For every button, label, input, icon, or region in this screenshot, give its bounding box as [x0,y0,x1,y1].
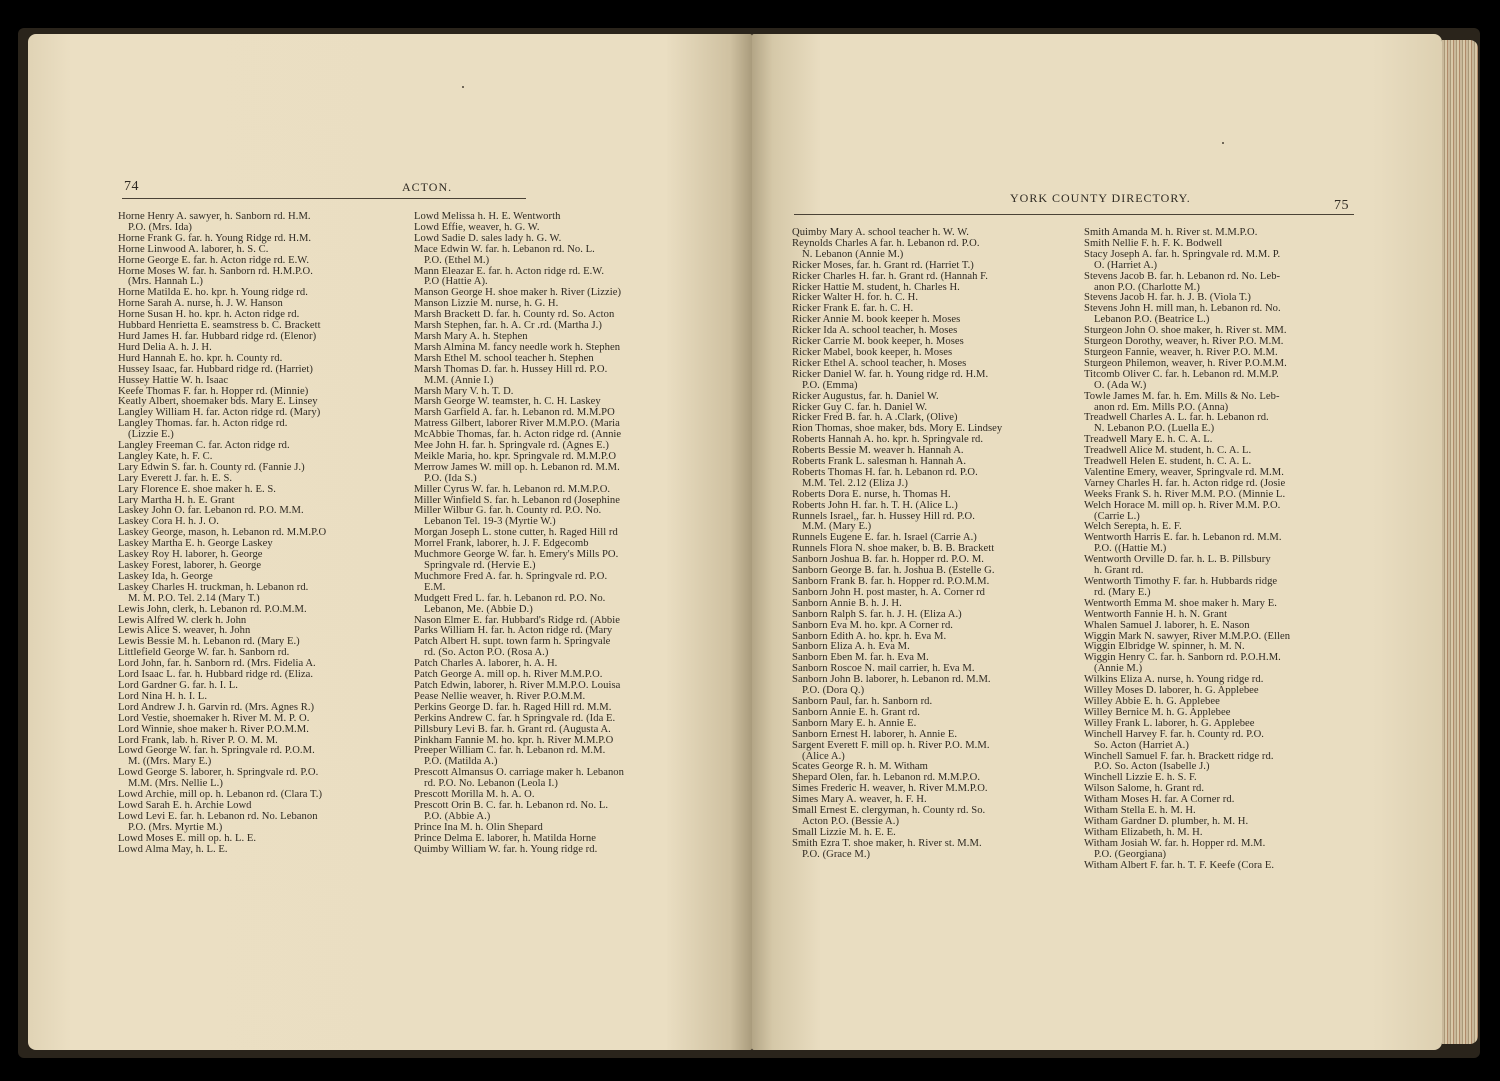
directory-entry: Lary Edwin S. far. h. County rd. (Fannie J.) [118,461,305,473]
directory-entry: Marsh Mary V. h. T. D. [414,385,514,397]
directory-entry-continuation: M.M. (Mrs. Nellie L.) [128,778,223,790]
directory-entry: Merrow James W. mill op. h. Lebanon rd. M.M. [414,461,620,473]
directory-entry: Hubbard Henrietta E. seamstress b. C. Brackett [118,320,321,332]
directory-entry: Patch Charles A. laborer, h. A. H. [414,658,558,670]
directory-entry: Wentworth Harris E. far. h. Lebanon rd. M.M. [1084,532,1282,544]
directory-entry: Patch George A. mill op. h. River M.M.P.O. [414,669,603,681]
right-column-2 [1084,228,1290,871]
directory-entry: Manson George H. shoe maker h. River (Lizzie) [414,287,622,299]
directory-entry: Marsh Ethel M. school teacher h. Stephen [414,352,594,364]
directory-entry: Ricker Carrie M. book keeper, h. Moses [792,336,964,348]
directory-entry: Runnels Eugene E. far. h. Israel (Carrie A.) [792,532,977,544]
directory-entry: Prescott Orin B. C. far. h. Lebanon rd. No. L. [414,799,609,811]
directory-entry: Hurd James H. far. Hubbard ridge rd. (Elenor) [118,330,317,342]
directory-entry: Marsh George W. teamster, h. C. H. Laskey [414,396,601,408]
directory-entry: Patch Edwin, laborer, h. River M.M.P.O. Louisa [414,679,621,691]
directory-entry-continuation: M. M. P.O. Tel. 2.14 (Mary T.) [128,592,260,604]
directory-entry: Lowd Sarah E. h. Archie Lowd [118,799,252,811]
directory-entry: Ricker Fred B. far. h. A .Clark, (Olive) [792,412,958,424]
directory-entry: Sanborn Joshua B. far. h. Hopper rd. P.O. M. [792,554,984,566]
directory-entry: Hurd Delia A. h. J. H. [118,341,212,353]
directory-entry: Perkins Andrew C. far. h Springvale rd. (Ida E. [414,712,616,724]
page-speck [1222,142,1224,144]
directory-entry: Lewis Alice S. weaver, h. John [118,625,251,637]
directory-entry: Horne George E. far. h. Acton ridge rd. E.W. [118,254,310,266]
directory-entry: Lowd Melissa h. H. E. Wentworth [414,211,561,222]
directory-entry-continuation: P.O. (Ida S.) [424,472,477,484]
directory-entry-continuation: P.O. ((Hattie M.) [1094,543,1167,555]
directory-entry: Winchell Lizzie E. h. S. F. [1084,772,1197,784]
directory-entry: Wentworth Timothy F. far. h. Hubbards ridge [1084,576,1278,587]
directory-entry: Hussey Isaac, far. Hubbard ridge rd. (Harriet) [118,363,313,375]
directory-entry: Marsh Thomas D. far. h. Hussey Hill rd. P.O. [414,363,608,375]
directory-entry: Sanborn Ralph S. far. h. J. H. (Eliza A.) [792,608,962,620]
open-book [18,28,1480,1058]
directory-entry: Witham Josiah W. far. h. Hopper rd. M.M. [1084,837,1266,849]
directory-entry: Muchmore Fred A. far. h. Springvale rd. P.O. [414,570,608,582]
directory-entry-continuation: N. Lebanon (Annie M.) [802,248,904,260]
directory-entry-continuation: So. Acton (Harriet A.) [1094,739,1189,751]
directory-entry: Scates George R. h. M. Witham [792,761,928,773]
directory-entry: Lord Isaac L. far. h. Hubbard ridge rd. (Eliza. [118,669,314,681]
directory-entry: Witham Albert F. far. h. T. F. Keefe (Cora E. [1084,859,1275,871]
directory-entry-continuation: P.O (Hattie A). [424,276,488,288]
directory-entry: Lord Winnie, shoe maker h. River P.O.M.M. [118,723,309,735]
directory-entry-continuation: O. (Harriet A.) [1094,259,1158,271]
directory-entry: Varney Charles H. far. h. Acton ridge rd. (Josie [1084,477,1286,489]
directory-entry: Lewis John, clerk, h. Lebanon rd. P.O.M.M. [118,603,307,615]
directory-entry-continuation: P.O. (Mrs. Ida) [128,221,193,233]
directory-entry: Runnels Flora N. shoe maker, b. B. B. Brackett [792,543,995,555]
directory-entry: Laskey Charles H. truckman, h. Lebanon rd. [118,581,309,593]
directory-entry: Meikle Maria, ho. kpr. Springvale rd. M.M.P.O [414,450,617,462]
directory-entry: Ricker Ethel A. school teacher, h. Moses [792,357,967,369]
directory-entry: Sanborn Eben M. far. h. Eva M. [792,652,929,664]
directory-entry: Treadwell Alice M. student, h. C. A. L. [1084,445,1252,457]
directory-entry: Sturgeon John O. shoe maker, h. River st. MM. [1084,325,1287,337]
directory-entry: Wiggin Elbridge W. spinner, h. M. N. [1084,641,1245,653]
directory-entry-continuation: P.O. (Abbie A.) [424,810,491,822]
directory-entry: Lewis Bessie M. h. Lebanon rd. (Mary E.) [118,636,300,648]
directory-entry-continuation: M.M. (Mary E.) [802,521,872,533]
directory-entry: Langley Freeman C. far. Acton ridge rd. [118,440,290,452]
directory-entry: Simes Frederic H. weaver, h. River M.M.P.O. [792,783,988,795]
page-edges [1442,40,1478,1044]
directory-entry: Towle James M. far. h. Em. Mills & No. Leb- [1084,390,1280,402]
directory-entry-continuation: rd. (So. Acton P.O. (Rosa A.) [424,647,549,659]
directory-entry-continuation: anon P.O. (Charlotte M.) [1094,281,1200,293]
directory-entry-continuation: h. Grant rd. [1094,565,1144,577]
directory-entry: Horne Linwood A. laborer, h. S. C. [118,243,269,255]
directory-entry: Ricker Daniel W. far. h. Young ridge rd. H.M. [792,368,989,380]
directory-entry: Pease Nellie weaver, h. River P.O.M.M. [414,690,586,702]
directory-entry: Mann Eleazar E. far. h. Acton ridge rd. E.W. [414,265,605,277]
directory-entry-continuation: Springvale rd. (Hervie E.) [424,560,536,571]
directory-entry: Runnels Israel,, far. h. Hussey Hill rd. P.O. [792,510,975,522]
directory-entry-continuation: (Lizzie E.) [128,429,174,441]
directory-entry: Smith Ezra T. shoe maker, h. River st. M.M. [792,837,982,849]
directory-entry: Marsh Stephen, far. h. A. Cr .rd. (Martha J.) [414,320,602,332]
directory-entry: Simes Mary A. weaver, h. F. H. [792,794,927,806]
directory-entry: Lowd Alma May, h. L. E. [118,843,228,855]
right-column-1 [792,228,1002,861]
directory-entry: Lowd Levi E. far. h. Lebanon rd. No. Lebanon [118,810,318,822]
directory-entry: Quimby Mary A. school teacher h. W. W. [792,227,969,238]
directory-entry: Horne Frank G. far. h. Young Ridge rd. H.M. [118,232,312,244]
directory-entry: Sanborn Edith A. ho. kpr. h. Eva M. [792,630,947,642]
directory-entry-continuation: M. ((Mrs. Mary E.) [128,756,212,768]
directory-entry: Sanborn George B. far. h. Joshua B. (Estelle G. [792,565,995,577]
directory-entry: Sanborn Roscoe N. mail carrier, h. Eva M. [792,663,975,675]
directory-entry: Weeks Frank S. h. River M.M. P.O. (Minnie L. [1084,488,1286,500]
directory-entry: Roberts Thomas H. far. h. Lebanon rd. P.O. [792,466,978,478]
directory-entry: Matress Gilbert, laborer River M.M.P.O. (Maria [414,418,620,430]
directory-entry: Stevens Jacob H. far. h. J. B. (Viola T.) [1084,292,1251,304]
directory-entry: Lary Everett J. far. h. E. S. [118,472,233,484]
directory-entry-continuation: Acton P.O. (Bessie A.) [802,815,900,827]
directory-entry: Preeper William C. far. h. Lebanon rd. M.M. [414,745,606,757]
directory-entry-continuation: P.O. (Mrs. Myrtie M.) [128,821,223,833]
directory-entry: Keatly Albert, shoemaker bds. Mary E. Linsey [118,396,318,408]
left-column-2 [414,212,624,855]
directory-entry: Roberts Bessie M. weaver h. Hannah A. [792,445,964,457]
directory-entry-continuation: P.O. (Georgiana) [1094,848,1167,860]
directory-entry: Laskey Forest, laborer, h. George [118,560,262,571]
directory-entry: Ricker Guy C. far. h. Daniel W. [792,401,928,413]
directory-entry-continuation: P.O. (Grace M.) [802,848,871,860]
directory-entry-continuation: P.O. (Dora Q.) [802,685,865,697]
directory-entry: Sanborn John B. laborer, h. Lebanon rd. M.M. [792,674,991,686]
directory-entry: Lewis Alfred W. clerk h. John [118,614,247,626]
directory-entry: Morgan Joseph L. stone cutter, h. Raged Hill rd [414,527,618,539]
directory-entry: Muchmore George W. far. h. Emery's Mills PO. [414,549,619,561]
left-page [28,34,752,1050]
directory-entry: Sanborn Annie E. h. Grant rd. [792,706,920,718]
directory-entry-continuation: O. (Ada W.) [1094,379,1147,391]
directory-entry: Lowd George S. laborer, h. Springvale rd. P.O. [118,767,319,779]
directory-entry-continuation: (Mrs. Hannah L.) [128,276,203,288]
directory-entry: Langley Thomas. far. h. Acton ridge rd. [118,418,288,430]
directory-entry: Valentine Emery, weaver, Springvale rd. M.M. [1084,466,1284,478]
directory-entry: Horne Matilda E. ho. kpr. h. Young ridge rd. [118,287,308,299]
directory-entry: Hurd Hannah E. ho. kpr. h. County rd. [118,352,283,364]
directory-entry: Winchell Samuel F. far. h. Brackett ridge rd. [1084,750,1274,762]
directory-entry: Lowd Sadie D. sales lady h. G. W. [414,232,562,244]
directory-entry: Lowd Effie, weaver, h. G. W. [414,221,540,233]
directory-entry: Littlefield George W. far. h. Sanborn rd. [118,647,290,659]
directory-entry: Willey Frank L. laborer, h. G. Applebee [1084,717,1255,729]
directory-entry: Sturgeon Fannie, weaver, h. River P.O. M.M. [1084,346,1278,358]
right-page [752,34,1442,1050]
directory-entry: McAbbie Thomas, far. h. Acton ridge rd. (Annie [414,429,622,441]
directory-entry: Small Ernest E. clergyman, h. County rd. So. [792,805,986,817]
directory-entry: Willey Abbie E. h. G. Applebee [1084,695,1220,707]
directory-entry: Witham Stella E. h. M. H. [1084,805,1196,817]
directory-entry: Prescott Morilla M. h. A. O. [414,789,535,801]
directory-entry: Roberts Hannah A. ho. kpr. h. Springvale rd. [792,434,984,446]
directory-entry-continuation: P.O. (Ethel M.) [424,254,490,266]
directory-entry: Langley William H. far. Acton ridge rd. (Mary) [118,407,321,419]
directory-entry: Prince Ina M. h. Olin Shepard [414,821,543,833]
directory-entry: Miller Wilbur G. far. h. County rd. P.O. No. [414,505,602,517]
directory-entry: Wilkins Eliza A. nurse, h. Young ridge rd. [1084,674,1264,686]
directory-entry: Ricker Mabel, book keeper, h. Moses [792,346,953,358]
directory-entry: Marsh Brackett D. far. h. County rd. So. Acton [414,309,615,321]
directory-entry: Rion Thomas, shoe maker, bds. Mory E. Lindsey [792,423,1003,435]
directory-entry: Ricker Annie M. book keeper h. Moses [792,314,961,326]
directory-entry: Ricker Walter H. for. h. C. H. [792,292,919,304]
directory-entry-continuation: rd. (Mary E.) [1094,586,1151,598]
directory-entry-continuation: P.O. (Emma) [802,379,858,391]
directory-entry: Nason Elmer E. far. Hubbard's Ridge rd. (Abbie [414,614,621,626]
directory-entry: Wentworth Fannie H. h. N. Grant [1084,608,1228,620]
directory-entry: Sanborn Eliza A. h. Eva M. [792,641,910,653]
directory-entry: Parks William H. far. h. Acton ridge rd. (Mary [414,625,613,637]
directory-entry: Sanborn Eva M. ho. kpr. A Corner rd. [792,619,953,631]
directory-entry: Lord Gardner G. far. h. I. L. [118,679,238,691]
directory-entry: Sanborn Ernest H. laborer, h. Annie E. [792,728,958,740]
directory-entry: Roberts Frank L. salesman h. Hannah A. [792,456,967,468]
directory-entry: Miller Cyrus W. far. h. Lebanon rd. M.M.P.O. [414,483,611,495]
directory-entry: Lary Florence E. shoe maker h. E. S. [118,483,277,495]
directory-entry: Wentworth Emma M. shoe maker h. Mary E. [1084,597,1277,609]
directory-entry: Sanborn Annie B. h. J. H. [792,597,902,609]
directory-entry: Roberts John H. far. h. T. H. (Alice L.) [792,499,958,511]
directory-entry-continuation: N. Lebanon P.O. (Luella E.) [1094,423,1215,435]
directory-entry-continuation: M.M. (Annie I.) [424,374,494,386]
directory-entry: Keefe Thomas F. far. h. Hopper rd. (Minnie) [118,385,309,397]
directory-entry: Lord John, far. h. Sanborn rd. (Mrs. Fidelia A. [118,658,316,670]
directory-entry: Lord Frank, lab. h. River P. O. M. M. [118,734,278,746]
directory-entry: Wentworth Orville D. far. h. L. B. Pillsbury [1084,554,1271,566]
right-header-rule [794,214,1354,215]
directory-entry: Stevens Jacob B. far. h. Lebanon rd. No. Leb- [1084,270,1281,282]
directory-entry: Sturgeon Dorothy, weaver, h. River P.O. M.M. [1084,336,1284,348]
directory-entry: Lowd Moses E. mill op. h. L. E. [118,832,257,844]
directory-entry: Ricker Frank E. far. h. C. H. [792,303,914,315]
directory-entry: Mee John H. far. h. Springvale rd. (Agnes E.) [414,440,609,452]
directory-entry: Pillsbury Levi B. far. h. Grant rd. (Augusta A. [414,723,611,735]
directory-entry: Witham Gardner D. plumber, h. M. H. [1084,815,1249,827]
directory-entry: Ricker Augustus, far. h. Daniel W. [792,390,939,402]
directory-entry-continuation: Lebanon P.O. (Beatrice L.) [1094,314,1210,326]
directory-entry: Horne Henry A. sawyer, h. Sanborn rd. H.M. [118,211,311,222]
directory-entry: Prince Delma E. laborer, h. Matilda Horne [414,832,596,844]
directory-entry: Stacy Joseph A. far. h. Springvale rd. M.M. P. [1084,248,1281,260]
left-header-rule [122,198,526,199]
directory-entry: Stevens John H. mill man, h. Lebanon rd. No. [1084,303,1281,315]
directory-entry: Lord Vestie, shoemaker h. River M. M. P. O. [118,712,310,724]
right-running-head: YORK COUNTY DIRECTORY. [1010,191,1191,205]
directory-entry: Sanborn Paul, far. h. Sanborn rd. [792,695,933,707]
directory-entry: Treadwell Charles A. L. far. h. Lebanon rd. [1084,412,1269,424]
directory-entry: Willey Moses D. laborer, h. G. Applebee [1084,685,1259,697]
directory-entry: Horne Sarah A. nurse, h. J. W. Hanson [118,298,283,310]
directory-entry-continuation: anon rd. Em. Mills P.O. (Anna) [1094,401,1229,413]
directory-entry: Titcomb Oliver C. far. h. Lebanon rd. M.M.P. [1084,368,1279,380]
directory-entry: Ricker Hattie M. student, h. Charles H. [792,281,960,293]
directory-entry: Sanborn John H. post master, h. A. Corner rd [792,586,986,598]
directory-entry-continuation: rd. P.O. No. Lebanon (Leola I.) [424,778,558,790]
directory-entry: Manson Lizzie M. nurse, h. G. H. [414,298,559,310]
directory-entry: Wiggin Henry C. far. h. Sanborn rd. P.O.H.M. [1084,652,1281,664]
directory-entry: Whalen Samuel J. laborer, h. E. Nason [1084,619,1250,631]
directory-entry: Laskey Cora H. h. J. O. [118,516,219,528]
directory-entry: Marsh Mary A. h. Stephen [414,330,528,342]
directory-entry: Reynolds Charles A far. h. Lebanon rd. P.O. [792,237,980,249]
directory-entry: Smith Nellie F. h. F. K. Bodwell [1084,237,1223,249]
directory-entry: Wiggin Mark N. sawyer, River M.M.P.O. (Ellen [1084,630,1291,642]
directory-entry: Witham Elizabeth, h. M. H. [1084,826,1203,838]
directory-entry: Welch Horace M. mill op. h. River M.M. P.O. [1084,499,1281,511]
directory-entry: Ricker Ida A. school teacher, h. Moses [792,325,958,337]
directory-entry: Marsh Garfield A. far. h. Lebanon rd. M.M.PO [414,407,615,419]
directory-entry: Langley Kate, h. F. C. [118,450,213,462]
directory-entry: Laskey Martha E. h. George Laskey [118,538,273,550]
directory-entry: Winchell Harvey F. far. h. County rd. P.O. [1084,728,1265,740]
directory-entry: Perkins George D. far. h. Raged Hill rd. M.M. [414,701,612,713]
page-speck [462,86,464,88]
directory-entry: Laskey George, mason, h. Lebanon rd. M.M.P.O [118,527,327,539]
directory-entry: Laskey Ida, h. George [118,570,213,582]
directory-entry-continuation: Lebanon Tel. 19-3 (Myrtie W.) [424,516,556,528]
directory-entry-continuation: P.O. (Matilda A.) [424,756,498,768]
directory-entry: Horne Moses W. far. h. Sanborn rd. H.M.P.O. [118,265,313,277]
right-page-number: 75 [1334,198,1349,213]
directory-entry: Shepard Olen, far. h. Lebanon rd. M.M.P.O. [792,772,981,784]
directory-entry: Pinkham Fannie M. ho. kpr. h. River M.M.P.O [414,734,614,746]
left-running-head: ACTON. [402,180,453,194]
directory-entry: Laskey John O. far. Lebanon rd. P.O. M.M. [118,505,304,517]
directory-entry: Ricker Charles H. far. h. Grant rd. (Hannah F. [792,270,988,282]
directory-entry: Lary Martha H. h. E. Grant [118,494,235,506]
directory-entry: Treadwell Mary E. h. C. A. L. [1084,434,1213,446]
directory-entry: Lord Nina H. h. I. L. [118,690,208,702]
directory-entry: Horne Susan H. ho. kpr. h. Acton ridge rd. [118,309,300,321]
directory-entry: Mace Edwin W. far. h. Lebanon rd. No. L. [414,243,595,255]
directory-entry: Lord Andrew J. h. Garvin rd. (Mrs. Agnes R.) [118,701,315,713]
directory-entry: Patch Albert H. supt. town farm h. Springvale [414,636,611,648]
directory-entry: Lowd Archie, mill op. h. Lebanon rd. (Clara T.) [118,789,323,801]
directory-entry: Hussey Hattie W. h. Isaac [118,374,229,386]
directory-entry-continuation: E.M. [424,581,446,593]
directory-entry: Sanborn Frank B. far. h. Hopper rd. P.O.M.M. [792,576,990,587]
directory-entry: Treadwell Helen E. student, h. C. A. L. [1084,456,1252,468]
directory-entry: Small Lizzie M. h. E. E. [792,826,896,838]
directory-entry: Sargent Everett F. mill op. h. River P.O. M.M. [792,739,990,751]
directory-entry: Prescott Almansus O. carriage maker h. Lebanon [414,767,624,779]
directory-entry: Smith Amanda M. h. River st. M.M.P.O. [1084,227,1258,238]
directory-entry-continuation: Lebanon, Me. (Abbie D.) [424,603,533,615]
directory-entry: Roberts Dora E. nurse, h. Thomas H. [792,488,951,500]
directory-entry: Sturgeon Philemon, weaver, h. River P.O.M.M. [1084,357,1287,369]
directory-entry: Sanborn Mary E. h. Annie E. [792,717,917,729]
directory-entry: Laskey Roy H. laborer, h. George [118,549,263,561]
directory-entry-continuation: P.O. So. Acton (Isabelle J.) [1094,761,1210,773]
directory-entry: Willey Bernice M. h. G. Applebee [1084,706,1231,718]
directory-entry: Ricker Moses, far. h. Grant rd. (Harriet T.) [792,259,974,271]
directory-entry: Lowd George W. far. h. Springvale rd. P.O.M. [118,745,315,757]
directory-entry: Morrel Frank, laborer, h. J. F. Edgecomb [414,538,589,550]
directory-entry: Miller Winfield S. far. h. Lebanon rd (Josephine [414,494,620,506]
directory-entry-continuation: (Annie M.) [1094,663,1143,675]
directory-entry-continuation: (Carrie L.) [1094,510,1140,522]
left-column-1 [118,212,326,855]
directory-entry: Wilson Salome, h. Grant rd. [1084,783,1205,795]
directory-entry: Marsh Almina M. fancy needle work h. Stephen [414,341,621,353]
directory-entry: Quimby William W. far. h. Young ridge rd. [414,843,598,855]
directory-entry: Mudgett Fred L. far. h. Lebanon rd. P.O. No. [414,592,606,604]
left-page-number: 74 [124,179,139,194]
directory-entry: Welch Serepta, h. E. F. [1084,521,1182,533]
directory-entry-continuation: M.M. Tel. 2.12 (Eliza J.) [802,477,908,489]
directory-entry: Witham Moses H. far. A Corner rd. [1084,794,1235,806]
directory-entry-continuation: (Alice A.) [802,750,845,762]
